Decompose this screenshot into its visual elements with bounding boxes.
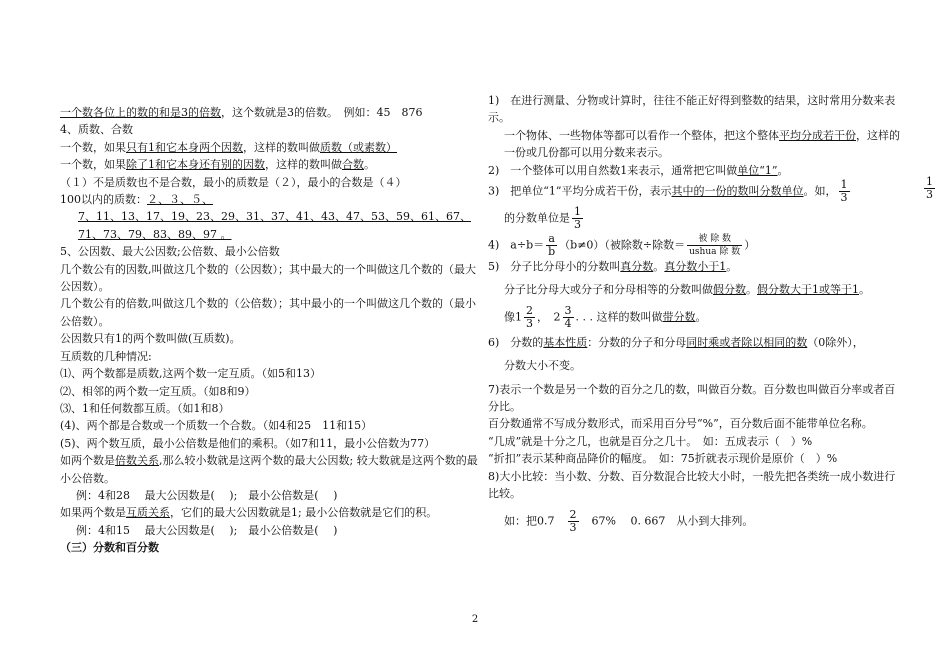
text-line: 2) 一个整体可以用自然数1来表示，通常把它叫做单位“1”。	[488, 163, 789, 177]
side-fraction: $\frac{1}{3}$	[926, 175, 933, 201]
example-line: 例：4和28 最大公因数是( ); 最小公倍数是( )	[76, 488, 338, 502]
text-line: 4) a÷b＝ $\frac{a}{b}$ （b≠0）（被除数÷除数＝ $\frac{\text{被 除 数}}{\text{ushua 除 数}}$ ）	[488, 232, 756, 259]
primes-label: 100以内的质数：２、３、５、	[60, 193, 213, 207]
text: ，这个数就是3的倍数。 例如：45 876	[221, 106, 423, 119]
paragraph: 如两个数是倍数关系,那么较小数就是这两个数的最大公因数; 较大数就是这两个数的最小公倍数。	[60, 454, 478, 485]
paragraph: 一个物体、一些物体等都可以看作一个整体，把这个整体平均分成若干份，这样的一份或几份都可以用分数来表示。	[504, 128, 900, 160]
prime-definition: 一个数，如果只有1和它本身两个因数，这样的数叫做质数（或素数）	[60, 140, 397, 154]
fraction: $\frac{2}{3}$	[526, 303, 533, 330]
example-line: 例：4和15 最大公因数是( ); 最小公倍数是( )	[76, 523, 338, 537]
paragraph: 1) 在进行测量、分物或计算时，往往不能正好得到整数的结果，这时常用分数来表示。	[488, 94, 896, 125]
fraction: $\frac{\text{被 除 数}}{\text{ushua 除 数}}$	[689, 234, 741, 258]
list-item: ⑴、两个数都是质数,这两个数一定互质。（如5和13）	[60, 367, 321, 381]
underlined-text: 一个数各位上的数的和是3的倍数	[60, 106, 221, 119]
paragraph: 几个数公有的因数,叫做这几个数的（公因数）；其中最大的一个叫做这几个数的（最大公因数）。	[60, 262, 476, 294]
fraction: $\frac{3}{4}$	[564, 303, 572, 330]
list-item: (4)、两个都是合数或一个质数一个合数。（如4和25 11和15）	[60, 419, 373, 433]
paragraph: 7)表示一个数是另一个数的百分之几的数，叫做百分数。百分数也叫做百分率或者百分比。	[488, 382, 896, 414]
text-line: 分数大小不变。	[504, 359, 581, 373]
list-item: (5)、两个数互质，最小公倍数是他们的乘积。（如7和11，最小公倍数为77）	[60, 436, 436, 450]
text-line: 公因数只有1的两个数叫做(互质数)。	[60, 332, 241, 346]
text-line: 如：把0.7 $\frac{2}{3}$ 67% 0. 667 从小到大排列。	[504, 507, 754, 534]
right-column	[488, 92, 906, 534]
composite-definition: 一个数，如果除了1和它本身还有别的因数，这样的数叫做合数。	[60, 158, 375, 172]
section-heading: 5、公因数、最大公因数;公倍数、最小公倍数	[60, 245, 280, 259]
text-line: 的分数单位是 $\frac{1}{3}$	[504, 205, 581, 232]
list-item: ⑶、1和任何数都互质。（如1和8）	[60, 401, 230, 415]
text-line: 5) 分子比分母小的分数叫真分数。真分数小于1。	[488, 260, 738, 274]
paragraph: 8)大小比较：当小数、分数、百分数混合比较大小时，一般先把各类统一成小数进行比较。	[488, 469, 896, 501]
text-line: 像1 $\frac{2}{3}$ ， 2 $\frac{3}{4}$ . . . 这样的数叫做带分数。	[504, 303, 707, 330]
left-column	[60, 104, 478, 557]
section-heading: 4、质数、合数	[60, 123, 133, 137]
list-item: ⑵、相邻的两个数一定互质。（如8和9）	[60, 384, 256, 398]
paragraph: 如果两个数是互质关系，它们的最大公因数就是1; 最小公倍数就是它们的积。	[60, 506, 438, 520]
fraction: $\frac{2}{3}$	[569, 507, 577, 534]
text-line	[60, 104, 478, 121]
fraction: $\frac{1}{3}$	[840, 178, 848, 205]
paragraph: 几个数公有的倍数,叫做这几个数的（公倍数）；其中最小的一个叫做这几个数的（最小公倍数）。	[60, 297, 476, 328]
section-heading: （三）分数和百分数	[60, 541, 159, 555]
text-line: 3) 把单位“1”平均分成若干份，表示其中的一份的数叫分数单位。如， $\frac{1}{3}$	[488, 178, 848, 205]
text-line: 6) 分数的基本性质：分数的分子和分母同时乘或者除以相同的数（0除外），	[488, 335, 864, 349]
fraction: $\frac{1}{3}$	[574, 205, 581, 232]
primes-list: 7、11、13、17、19、23、29、31、37、41、43、47、53、59、61、67、71、73、79、83、89、97 。	[78, 210, 471, 241]
fraction: $\frac{a}{b}$	[548, 232, 556, 259]
text-line: “几成”就是十分之几，也就是百分之几十。 如：五成表示（ ）%	[488, 434, 813, 448]
text-line: 互质数的几种情况:	[60, 349, 152, 363]
paragraph: 分子比分母大或分子和分母相等的分数叫做假分数。假分数大于1或等于1。	[504, 283, 870, 297]
text-line: （１）不是质数也不是合数，最小的质数是（２），最小的合数是（４）	[60, 175, 407, 189]
page-number: 2	[471, 614, 479, 625]
paragraph: 百分数通常不写成分数形式，而采用百分号“%”，百分数后面不能带单位名称。	[488, 417, 873, 431]
text-line: “折扣”表示某种商品降价的幅度。 如：75折就表示现价是原价（ ）%	[488, 452, 838, 466]
